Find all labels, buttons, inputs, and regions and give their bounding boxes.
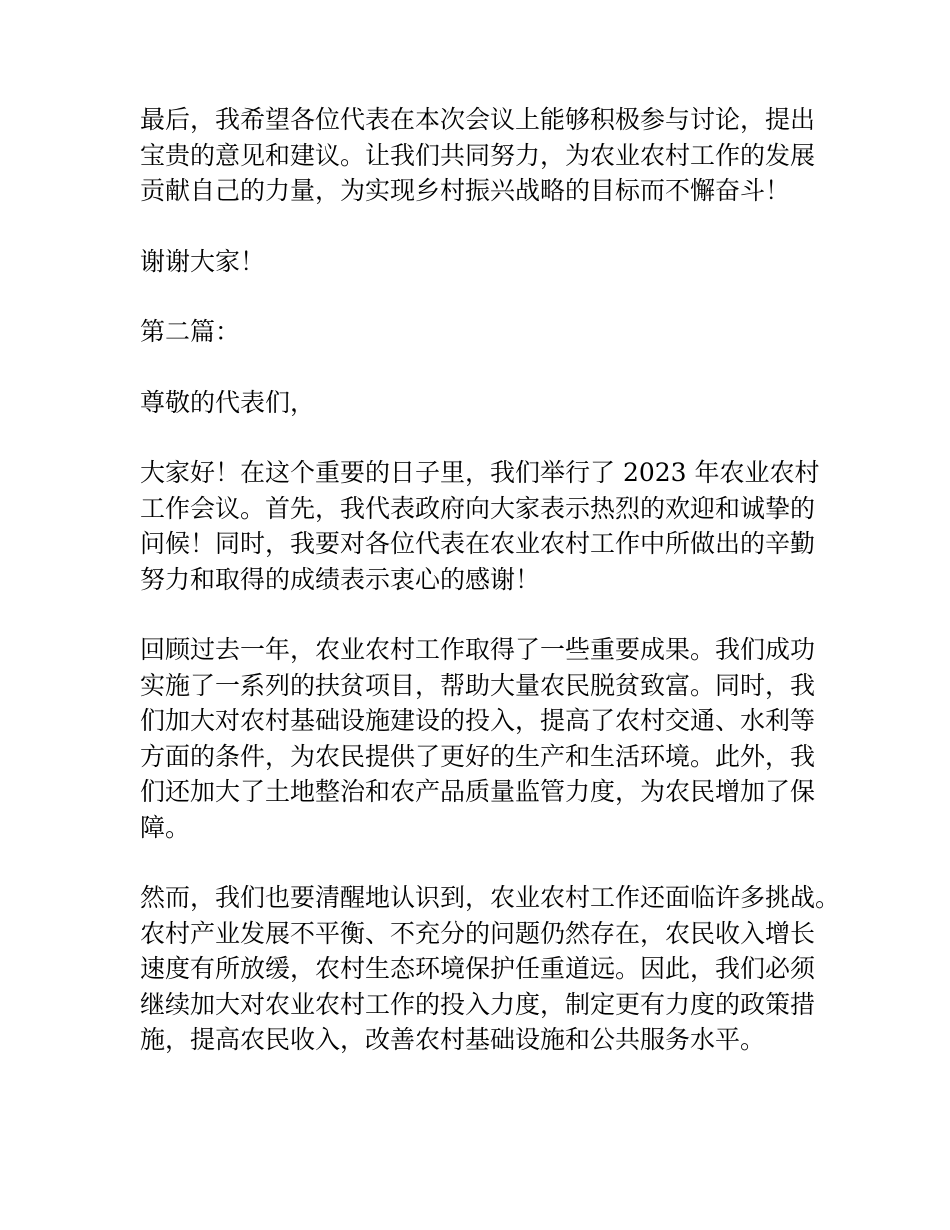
- text-line: 谢谢大家！: [140, 246, 266, 276]
- text-line: 施，提高农民收入，改善农村基础设施和公共服务水平。: [140, 1025, 766, 1054]
- text-line: 尊敬的代表们，: [140, 387, 316, 417]
- text-line: 速度有所放缓，农村生态环境保护任重道远。因此，我们必须: [140, 954, 816, 983]
- text-line: 努力和取得的成绩表示衷心的感谢！: [140, 564, 541, 594]
- text-line: 最后，我希望各位代表在本次会议上能够积极参与讨论，提出: [140, 105, 816, 134]
- text-line: 回顾过去一年，农业农村工作取得了一些重要成果。我们成功: [140, 635, 816, 664]
- text-line: 们还加大了土地整治和农产品质量监管力度，为农民增加了保: [140, 777, 816, 806]
- text-line: 宝贵的意见和建议。让我们共同努力，为农业农村工作的发展: [140, 140, 816, 170]
- paragraph-greeting: [140, 455, 840, 597]
- text-line: 方面的条件，为农民提供了更好的生产和生活环境。此外，我: [140, 741, 816, 771]
- text-line: 继续加大对农业农村工作的投入力度，制定更有力度的政策措: [140, 989, 816, 1019]
- paragraph-review: [140, 632, 840, 845]
- document-page: [140, 102, 840, 1093]
- text-line: 大家好！在这个重要的日子里，我们举行了 2023 年农业农村: [140, 458, 820, 487]
- text-line: 农村产业发展不平衡、不充分的问题仍然存在，农民收入增长: [140, 918, 816, 948]
- section-heading: [140, 314, 840, 350]
- text-line: 然而，我们也要清醒地认识到，农业农村工作还面临许多挑战。: [140, 883, 841, 912]
- paragraph-closing-remarks: [140, 102, 840, 209]
- text-line: 障。: [140, 812, 191, 842]
- text-line: 问候！同时，我要对各位代表在农业农村工作中所做出的辛勤: [140, 529, 816, 558]
- text-line: 贡献自己的力量，为实现乡村振兴战略的目标而不懈奋斗！: [140, 176, 791, 205]
- text-line: 第二篇：: [140, 317, 241, 346]
- text-line: 实施了一系列的扶贫项目，帮助大量农民脱贫致富。同时，我: [140, 670, 816, 700]
- paragraph-salutation: [140, 385, 840, 421]
- text-line: 工作会议。首先，我代表政府向大家表示热烈的欢迎和诚挚的: [140, 493, 816, 523]
- paragraph-thanks: [140, 244, 840, 280]
- paragraph-challenges: [140, 880, 840, 1058]
- text-line: 们加大对农村基础设施建设的投入，提高了农村交通、水利等: [140, 706, 816, 735]
